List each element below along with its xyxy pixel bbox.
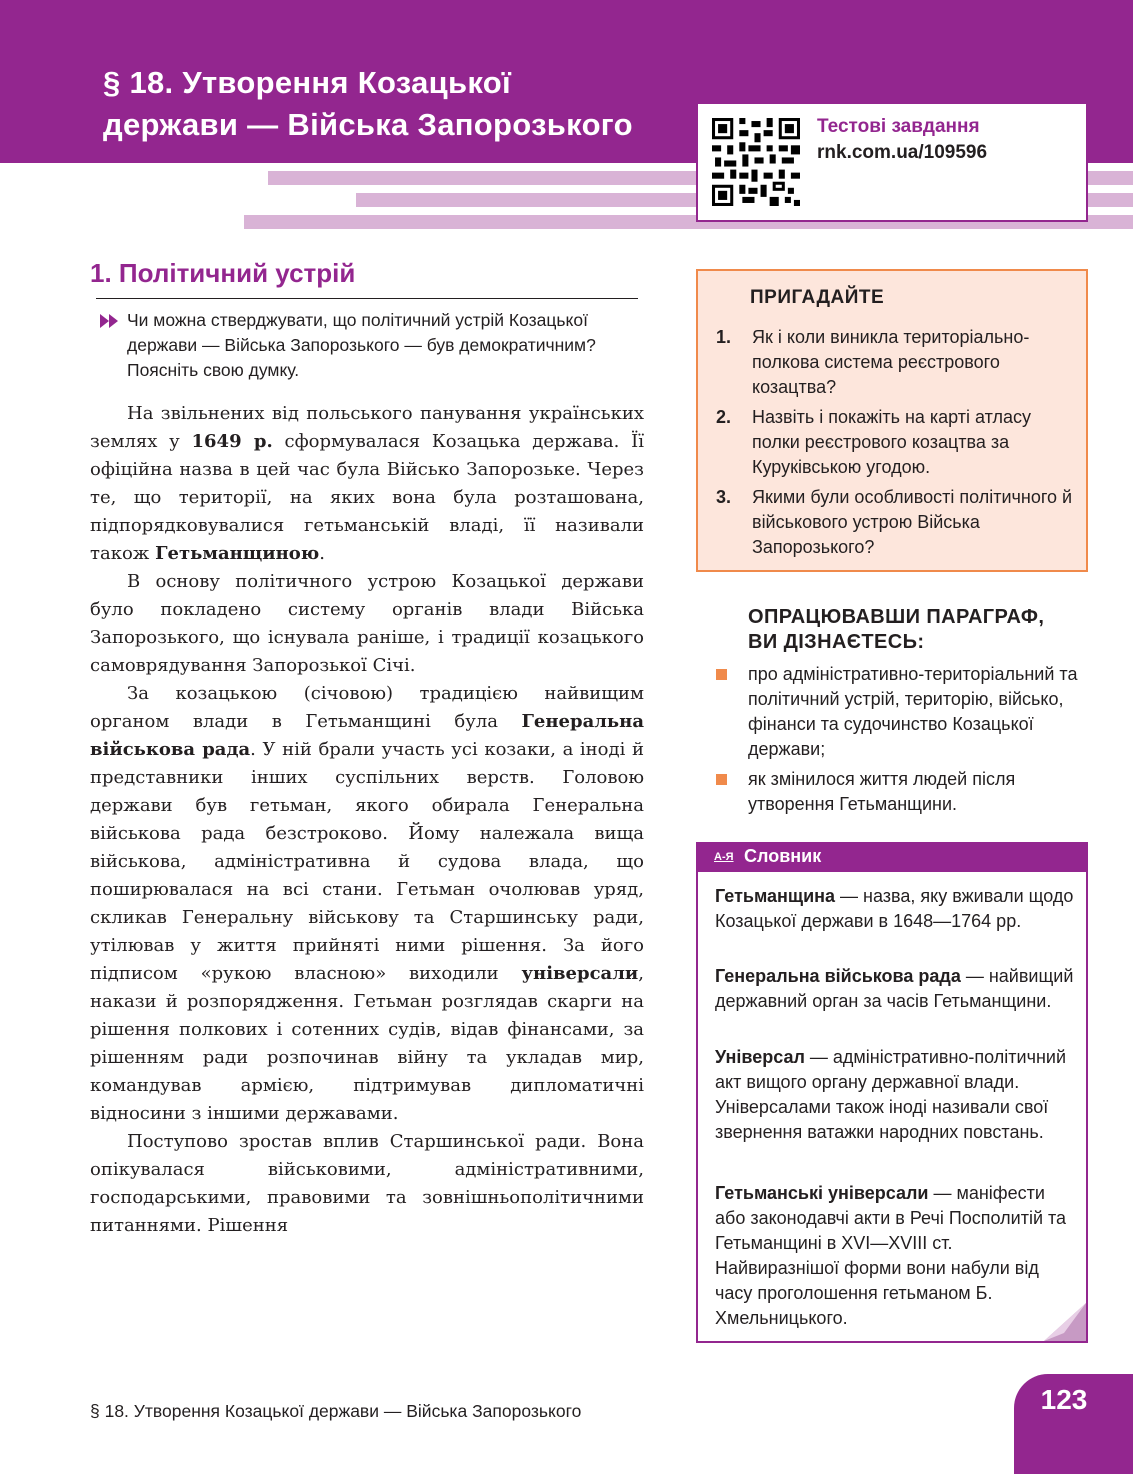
- glossary-entry: Генеральна військова рада — найвищий державний орган за часів Гетьманщини.: [715, 966, 1074, 1011]
- recall-title: ПРИГАДАЙТЕ: [750, 287, 885, 308]
- recall-box: ПРИГАДАЙТЕ 1. Як і коли виникла територіально-полкова система реєстрового козацтва? 2. Назвіть і покажіть на карті атласу полки реєстрового козацтва за Куруківською угодою. 3. Якими були особливості політичного й військового устрою Війська Запорозького?: [696, 269, 1088, 572]
- glossary-entry: Універсал — адміністративно-політичний акт вищого органу державної влади. Універсалами також іноді називали свої звернення ватажки народних повстань.: [715, 1047, 1067, 1142]
- qr-panel-title: Тестові завдання: [817, 116, 980, 137]
- page-number: 123: [1040, 1384, 1088, 1415]
- glossary-entry: Гетьманщина — назва, яку вживали щодо Козацької держави в 1648—1764 рр.: [715, 886, 1074, 931]
- section-heading: 1. Політичний устрій: [90, 258, 356, 288]
- glossary-header: [698, 844, 1086, 872]
- dictionary-icon: А-Я: [714, 851, 734, 863]
- square-bullet-icon: [716, 774, 727, 785]
- page-number-tab: [1014, 1374, 1133, 1474]
- glossary-title: Словник: [744, 846, 822, 866]
- section-divider: [96, 298, 638, 299]
- body-paragraph: Поступово зростав вплив Старшинської ради. Вона опікувалася військовими, адміністративними, господарськими, правовими та зовнішньополітичними питаннями. Рішення: [90, 1131, 644, 1236]
- page-title-line2: держави — Війська Запорозького: [103, 107, 633, 142]
- body-paragraph: В основу політичного устрою Козацької держави було покладено систему органів влади Війська Запорозького, що існувала раніше, і традиції козацького самоврядування Запорозької Січі.: [90, 571, 644, 676]
- glossary-entry: Гетьманські універсали — маніфести або законодавчі акти в Речі Посполитій та Гетьманщині в XVI—XVIII ст. Найвиразнішої форми вони набули від часу проголошення гетьманом Б. Хмельницького.: [715, 1183, 1067, 1328]
- section-question: Чи можна стверджувати, що політичний устрій Козацької держави — Війська Запорозького — був демократичним? Поясніть свою думку.: [127, 310, 596, 380]
- page-title: [103, 62, 663, 146]
- running-footer: § 18. Утворення Козацької держави — Війська Запорозького: [90, 1401, 582, 1421]
- learn-title: ОПРАЦЮВАВШИ ПАРАГРАФ, ВИ ДІЗНАЄТЕСЬ:: [748, 606, 1045, 653]
- page-title-line1: § 18. Утворення Козацької: [103, 65, 512, 100]
- qr-panel-url[interactable]: rnk.com.ua/109596: [817, 142, 988, 163]
- square-bullet-icon: [716, 669, 727, 680]
- qr-panel[interactable]: [696, 102, 1088, 222]
- body-text: [90, 400, 644, 1240]
- page-curl-icon: [1044, 1303, 1086, 1341]
- body-paragraph: На звільнених від польського панування українських землях у 1649 р. сформувалася Козацька держава. Її офіційна назва в цей час була Військо Запорозьке. Через те, що території, на яких вона була розташована, підпорядковувалися гетьманській владі, її називали також Гетьманщиною.: [90, 403, 644, 564]
- qr-code-icon[interactable]: [712, 118, 800, 206]
- double-arrow-icon: [100, 314, 120, 328]
- glossary-box: [696, 842, 1088, 1343]
- body-paragraph: За козацькою (січовою) традицією найвищим органом влади в Гетьманщині була Генеральна військова рада. У ній брали участь усі козаки, а іноді й представники інших суспільних верств. Головою держави був гетьман, якого обирала Генеральна військова рада безстроково. Йому належала вища військова, адміністративна й судова влада, що поширювалася на всі стани. Гетьман очолював уряд, скликав Генеральну військову та Старшинську ради, утілював у життя прийняті ними рішення. За його підписом «рукою власною» виходили універсали, накази й розпорядження. Гетьман розглядав скарги на рішення полкових і сотенних судів, відав фінансами, за рішенням ради розпочинав війну та укладав мир, командував армією, підтримував дипломатичні відносини з іншими державами.: [90, 683, 644, 1124]
